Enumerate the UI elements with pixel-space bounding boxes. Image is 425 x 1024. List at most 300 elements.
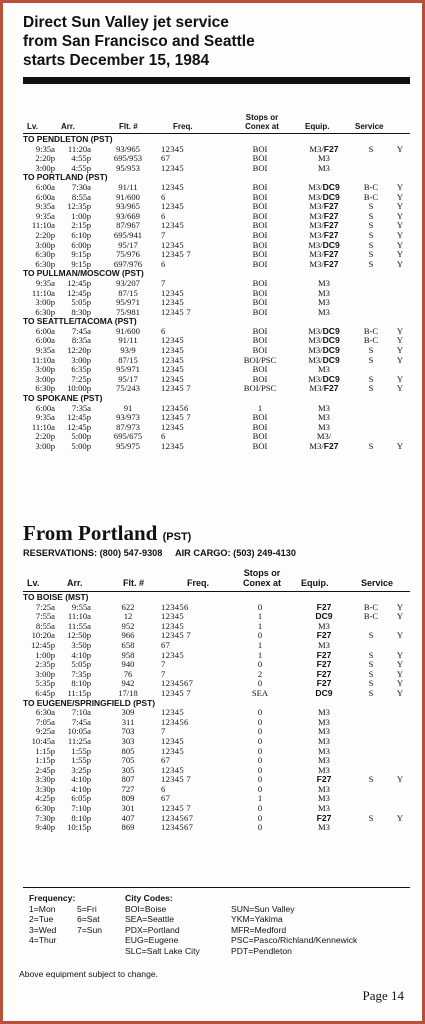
service-class: Y xyxy=(396,649,404,660)
depart-time: 6:30a xyxy=(35,707,55,718)
portland-title xyxy=(23,521,191,549)
flight-number: 95/17 xyxy=(118,373,138,384)
schedule-row xyxy=(23,823,410,833)
arrive-time: 5:05p xyxy=(71,659,91,670)
arrive-time: 7:10a xyxy=(71,707,91,718)
section-title: TO SEATTLE/TACOMA (PST) xyxy=(23,316,137,327)
depart-time: 9:35a xyxy=(35,201,55,212)
frequency: 12345 xyxy=(161,421,184,432)
stops: BOI xyxy=(252,441,268,451)
depart-time: 1:00p xyxy=(35,649,55,660)
city-code-item: SUN=Sun Valley xyxy=(231,903,295,914)
frequency: 12345 xyxy=(161,745,184,756)
frequency-item: 3=Wed xyxy=(29,924,57,935)
stops: BOI xyxy=(252,143,268,154)
equipment: M3 xyxy=(318,783,330,794)
arrive-time: 7:35a xyxy=(71,402,91,413)
flight-number: 940 xyxy=(121,659,135,670)
equipment: M3 xyxy=(318,421,330,432)
service: S xyxy=(368,678,374,689)
depart-time: 8:55a xyxy=(35,620,55,631)
flight-number: 87/15 xyxy=(118,354,138,365)
depart-time: 7:25a xyxy=(35,601,55,612)
flight-number: 93/9 xyxy=(120,345,136,356)
arrive-time: 5:05p xyxy=(71,297,91,308)
arrive-time: 12:50p xyxy=(67,630,91,641)
service: B-C xyxy=(363,611,379,622)
col-flt: Flt. # xyxy=(119,122,138,131)
depart-time: 10:45a xyxy=(31,735,55,746)
stops: BOI xyxy=(252,277,268,288)
depart-time: 1:15p xyxy=(35,745,55,756)
arrive-time: 11:25a xyxy=(67,735,91,746)
frequency: 12345 xyxy=(161,297,184,308)
frequency: 1234567 xyxy=(161,812,194,823)
frequency: 7 xyxy=(161,229,166,240)
col-arr: Arr. xyxy=(61,122,75,131)
equipment: M3/DC9 xyxy=(308,335,340,346)
arrive-time: 11:20a xyxy=(67,143,91,154)
arrive-time: 4:10p xyxy=(71,774,91,785)
stops: 0 xyxy=(257,726,263,737)
frequency: 123456 xyxy=(161,716,189,727)
col-arr: Arr. xyxy=(67,578,83,588)
flight-number: 75/981 xyxy=(116,306,140,317)
stops: 1 xyxy=(257,402,263,413)
depart-time: 6:00a xyxy=(35,402,55,413)
depart-time: 9:40p xyxy=(35,822,55,833)
flight-number: 311 xyxy=(121,716,135,727)
service: B-C xyxy=(363,601,379,612)
equipment: M3/F27 xyxy=(309,143,339,154)
service: B-C xyxy=(363,335,379,346)
col-stops-1: Stops or xyxy=(245,113,279,122)
stops: BOI xyxy=(252,325,268,336)
flight-number: 93/973 xyxy=(116,412,140,423)
col-lv: Lv. xyxy=(27,578,40,588)
flight-number: 697/976 xyxy=(113,258,143,269)
arrive-time: 9:55a xyxy=(71,601,91,612)
equipment: M3 xyxy=(318,822,330,833)
depart-time: 6:00a xyxy=(35,181,55,192)
equipment: M3 xyxy=(318,297,330,308)
stops: BOI/PSC xyxy=(243,383,277,394)
stops: 0 xyxy=(257,745,263,756)
depart-time: 9:35a xyxy=(35,143,55,154)
flight-number: 76 xyxy=(123,668,133,679)
service: S xyxy=(368,239,374,250)
arrive-time: 10:15p xyxy=(67,822,91,833)
arrive-time: 4:55p xyxy=(71,162,91,173)
arrive-time: 1:55p xyxy=(71,745,91,756)
equipment: M3/F27 xyxy=(309,229,339,240)
arrive-time: 8:30p xyxy=(71,306,91,317)
depart-time: 12:45p xyxy=(31,639,55,650)
arrive-time: 10:00p xyxy=(67,383,91,394)
col-lv: Lv. xyxy=(27,122,38,131)
flight-number: 942 xyxy=(121,678,135,689)
service-class: Y xyxy=(396,659,404,670)
section-title: TO PORTLAND (PST) xyxy=(23,172,108,183)
page-number: Page 14 xyxy=(362,988,404,1003)
equipment: M3 xyxy=(318,402,330,413)
frequency: 12345 xyxy=(161,441,184,451)
frequency: 6 xyxy=(161,783,166,794)
stops: BOI xyxy=(252,162,268,173)
service-class: Y xyxy=(396,678,404,689)
frequency: 12345 xyxy=(161,735,184,746)
depart-time: 6:30p xyxy=(35,249,55,260)
equipment: M3/F27 xyxy=(309,220,339,231)
arrive-time: 7:30a xyxy=(71,181,91,192)
sun-valley-schedule xyxy=(23,135,410,452)
stops: BOI xyxy=(252,210,268,221)
arrive-time: 12:35p xyxy=(67,201,91,212)
arrive-time: 6:05p xyxy=(71,793,91,804)
stops: 1 xyxy=(257,611,263,622)
col-service: Service xyxy=(355,122,384,131)
stops: 0 xyxy=(257,716,263,727)
section-title: TO PULLMAN/MOSCOW (PST) xyxy=(23,268,144,279)
frequency-item: 5=Fri xyxy=(77,903,97,914)
frequency: 12345 xyxy=(161,143,184,154)
equipment: M3/F27 xyxy=(309,441,339,451)
depart-time: 3:00p xyxy=(35,373,55,384)
frequency: 12345 7 xyxy=(161,803,192,814)
equipment: M3 xyxy=(318,412,330,423)
city-codes-title: City Codes: xyxy=(125,893,173,903)
flight-number: 12 xyxy=(123,611,133,622)
arrive-time: 7:25p xyxy=(71,373,91,384)
depart-time: 7:30p xyxy=(35,812,55,823)
frequency: 12345 7 xyxy=(161,412,192,423)
frequency: 12345 7 xyxy=(161,774,192,785)
frequency-title: Frequency: xyxy=(29,893,76,903)
stops: BOI xyxy=(252,229,268,240)
depart-time: 6:30p xyxy=(35,383,55,394)
frequency: 12345 xyxy=(161,707,184,718)
arrive-time: 9:15p xyxy=(71,249,91,260)
headline-line: from San Francisco and Seattle xyxy=(23,33,255,50)
service-class: Y xyxy=(396,373,404,384)
service: S xyxy=(368,668,374,679)
col-freq: Freq. xyxy=(173,122,193,131)
flight-number: 966 xyxy=(121,630,135,641)
depart-time: 2:20p xyxy=(35,153,55,164)
equipment: M3 xyxy=(318,287,330,298)
depart-time: 3:00p xyxy=(35,239,55,250)
service: S xyxy=(368,354,374,365)
frequency: 12345 xyxy=(161,364,184,375)
service: S xyxy=(368,345,374,356)
service: B-C xyxy=(363,181,379,192)
flight-number: 658 xyxy=(121,639,135,650)
frequency: 67 xyxy=(161,755,171,766)
depart-time: 11:10a xyxy=(31,421,55,432)
frequency: 67 xyxy=(161,639,171,650)
frequency: 12345 7 xyxy=(161,630,192,641)
flight-number: 75/976 xyxy=(116,249,140,260)
service-class: Y xyxy=(396,210,404,221)
equipment-footnote: Above equipment subject to change. xyxy=(19,969,159,979)
frequency: 7 xyxy=(161,668,166,679)
frequency-item: 1=Mon xyxy=(29,903,56,914)
equipment: F27 xyxy=(316,774,332,785)
flight-number: 93/965 xyxy=(116,201,140,212)
stops: 0 xyxy=(257,659,263,670)
arrive-time: 7:35p xyxy=(71,668,91,679)
flight-number: 958 xyxy=(121,649,135,660)
flight-number: 95/971 xyxy=(116,364,140,375)
arrive-time: 4:10p xyxy=(71,649,91,660)
arrive-time: 12:20p xyxy=(67,345,91,356)
frequency: 1234567 xyxy=(161,822,194,833)
frequency: 123456 xyxy=(161,601,189,612)
depart-time: 10:20a xyxy=(31,630,55,641)
arrive-time: 12:45p xyxy=(67,277,91,288)
city-codes xyxy=(125,893,200,956)
frequency: 67 xyxy=(161,153,171,164)
depart-time: 6:30p xyxy=(35,306,55,317)
stops: 0 xyxy=(257,735,263,746)
city-code-item: SEA=Seattle xyxy=(125,914,174,924)
frequency-key-2 xyxy=(77,904,102,936)
arrive-time: 12:45p xyxy=(67,287,91,298)
stops: SEA xyxy=(251,687,269,698)
city-code-item: YKM=Yakima xyxy=(231,914,283,924)
arrive-time: 6:00p xyxy=(71,239,91,250)
flight-number: 95/975 xyxy=(116,441,140,451)
flight-number: 91/11 xyxy=(118,335,138,346)
arrive-time: 8:55a xyxy=(71,191,91,202)
service-class: Y xyxy=(396,668,404,679)
depart-time: 4:25p xyxy=(35,793,55,804)
equipment: M3 xyxy=(318,716,330,727)
frequency: 12345 xyxy=(161,373,184,384)
header-bar xyxy=(23,77,410,84)
equipment: M3 xyxy=(318,803,330,814)
stops: BOI xyxy=(252,364,268,375)
equipment: F27 xyxy=(316,630,332,641)
stops: 0 xyxy=(257,822,263,833)
service: S xyxy=(368,210,374,221)
stops: 0 xyxy=(257,803,263,814)
equipment: M3 xyxy=(318,726,330,737)
frequency: 12345 xyxy=(161,649,184,660)
flight-number: 95/971 xyxy=(116,297,140,308)
equipment: M3 xyxy=(318,745,330,756)
stops: BOI xyxy=(252,181,268,192)
arrive-time: 4:10p xyxy=(71,783,91,794)
arrive-time: 6:10p xyxy=(71,229,91,240)
equipment: DC9 xyxy=(315,611,333,622)
service-class: Y xyxy=(396,220,404,231)
city-code-item: MFR=Medford xyxy=(231,924,287,935)
city-code-item: SLC=Salt Lake City xyxy=(125,945,200,956)
flight-number: 95/17 xyxy=(118,239,138,250)
arrive-time: 8:10p xyxy=(71,678,91,689)
service-class: Y xyxy=(396,249,404,260)
depart-time: 7:55a xyxy=(35,611,55,622)
flight-number: 805 xyxy=(121,745,135,756)
service: S xyxy=(368,143,374,154)
frequency: 7 xyxy=(161,659,166,670)
stops: 0 xyxy=(257,630,263,641)
depart-time: 11:10a xyxy=(31,220,55,231)
service: S xyxy=(368,774,374,785)
equipment: M3/ xyxy=(316,431,332,442)
service-class: Y xyxy=(396,774,404,785)
service-class: Y xyxy=(396,441,404,451)
section-title: TO SPOKANE (PST) xyxy=(23,393,103,404)
stops: 0 xyxy=(257,812,263,823)
equipment: M3 xyxy=(318,306,330,317)
flight-number: 705 xyxy=(121,755,135,766)
stops: BOI xyxy=(252,249,268,260)
service-class: Y xyxy=(396,229,404,240)
service-class: Y xyxy=(396,143,404,154)
stops: BOI xyxy=(252,239,268,250)
service: B-C xyxy=(363,191,379,202)
flight-number: 695/675 xyxy=(113,431,143,442)
depart-time: 3:00p xyxy=(35,162,55,173)
equipment: M3 xyxy=(318,277,330,288)
flight-number: 95/953 xyxy=(116,162,140,173)
depart-time: 6:30p xyxy=(35,258,55,269)
arrive-time: 6:35p xyxy=(71,364,91,375)
stops: 1 xyxy=(257,639,263,650)
stops: BOI xyxy=(252,431,268,442)
frequency: 123456 xyxy=(161,402,189,413)
service-class: Y xyxy=(396,812,404,823)
equipment: M3 xyxy=(318,364,330,375)
depart-time: 9:35a xyxy=(35,277,55,288)
depart-time: 3:30p xyxy=(35,774,55,785)
stops: BOI xyxy=(252,335,268,346)
frequency: 12345 xyxy=(161,162,184,173)
arrive-time: 12:45p xyxy=(67,421,91,432)
flight-number: 305 xyxy=(121,764,135,775)
frequency-item: 2=Tue xyxy=(29,914,54,924)
service-class: Y xyxy=(396,630,404,641)
frequency: 12345 xyxy=(161,287,184,298)
arrive-time: 12:45p xyxy=(67,412,91,423)
depart-time: 1:15p xyxy=(35,755,55,766)
depart-time: 3:00p xyxy=(35,441,55,451)
flight-number: 87/967 xyxy=(116,220,140,231)
equipment: M3/DC9 xyxy=(308,373,340,384)
equipment: M3 xyxy=(318,162,330,173)
arrive-time: 7:10p xyxy=(71,803,91,814)
depart-time: 2:45p xyxy=(35,764,55,775)
col-flt: Flt. # xyxy=(123,578,145,588)
depart-time: 6:00a xyxy=(35,191,55,202)
headline-line: starts December 15, 1984 xyxy=(23,52,210,69)
frequency: 12345 xyxy=(161,239,184,250)
service: S xyxy=(368,249,374,260)
stops: 0 xyxy=(257,774,263,785)
flight-number: 809 xyxy=(121,793,135,804)
equipment: M3 xyxy=(318,153,330,164)
arrive-time: 11:55a xyxy=(67,620,91,631)
service: S xyxy=(368,258,374,269)
contact-line xyxy=(23,548,296,558)
arrive-time: 1:00p xyxy=(71,210,91,221)
stops: BOI/PSC xyxy=(243,354,277,365)
stops: 0 xyxy=(257,783,263,794)
frequency: 12345 7 xyxy=(161,687,192,698)
flight-number: 869 xyxy=(121,822,135,833)
equipment: M3 xyxy=(318,793,330,804)
frequency: 12345 7 xyxy=(161,383,192,394)
service: S xyxy=(368,201,374,212)
arrive-time: 7:45a xyxy=(71,716,91,727)
depart-time: 7:05a xyxy=(35,716,55,727)
frequency: 7 xyxy=(161,726,166,737)
flight-number: 75/243 xyxy=(116,383,140,394)
frequency: 12345 xyxy=(161,335,184,346)
stops: 0 xyxy=(257,678,263,689)
stops: BOI xyxy=(252,258,268,269)
stops: 1 xyxy=(257,620,263,631)
stops: 0 xyxy=(257,707,263,718)
flight-number: 727 xyxy=(121,783,135,794)
equipment: M3 xyxy=(318,764,330,775)
depart-time: 3:00p xyxy=(35,364,55,375)
equipment: M3/F27 xyxy=(309,201,339,212)
cargo-phone: AIR CARGO: (503) 249-4130 xyxy=(174,548,296,558)
frequency-item: 4=Thur xyxy=(29,935,57,945)
depart-time: 9:35a xyxy=(35,345,55,356)
flight-number: 309 xyxy=(121,707,135,718)
frequency: 6 xyxy=(161,325,166,336)
stops: 0 xyxy=(257,601,263,612)
flight-number: 93/965 xyxy=(116,143,140,154)
arrive-time: 8:35a xyxy=(71,335,91,346)
stops: BOI xyxy=(252,421,268,432)
depart-time: 9:35a xyxy=(35,412,55,423)
flight-number: 703 xyxy=(121,726,135,737)
service-class: Y xyxy=(396,201,404,212)
stops: 0 xyxy=(257,755,263,766)
service: S xyxy=(368,659,374,670)
frequency: 12345 7 xyxy=(161,249,192,260)
depart-time: 11:10a xyxy=(31,287,55,298)
equipment: F27 xyxy=(316,659,332,670)
city-code-item: EUG=Eugene xyxy=(125,935,179,945)
section-title: TO EUGENE/SPRINGFIELD (PST) xyxy=(23,697,155,708)
flight-number: 91 xyxy=(123,402,133,413)
stops: BOI xyxy=(252,220,268,231)
service: S xyxy=(368,812,374,823)
frequency: 6 xyxy=(161,258,166,269)
equipment: F27 xyxy=(316,649,332,660)
frequency-item: 6=Sat xyxy=(77,914,100,924)
depart-time: 3:00p xyxy=(35,297,55,308)
frequency: 12345 xyxy=(161,220,184,231)
flight-number: 87/973 xyxy=(116,421,140,432)
arrive-time: 9:15p xyxy=(71,258,91,269)
service-class: Y xyxy=(396,239,404,250)
flight-number: 91/600 xyxy=(116,191,140,202)
col-stops-1: Stops or xyxy=(243,568,281,578)
legend-rule xyxy=(23,887,410,888)
service: S xyxy=(368,229,374,240)
service: S xyxy=(368,687,374,698)
service-class: Y xyxy=(396,258,404,269)
stops: 2 xyxy=(257,668,263,679)
reservations-phone: RESERVATIONS: (800) 547-9308 xyxy=(23,548,163,558)
